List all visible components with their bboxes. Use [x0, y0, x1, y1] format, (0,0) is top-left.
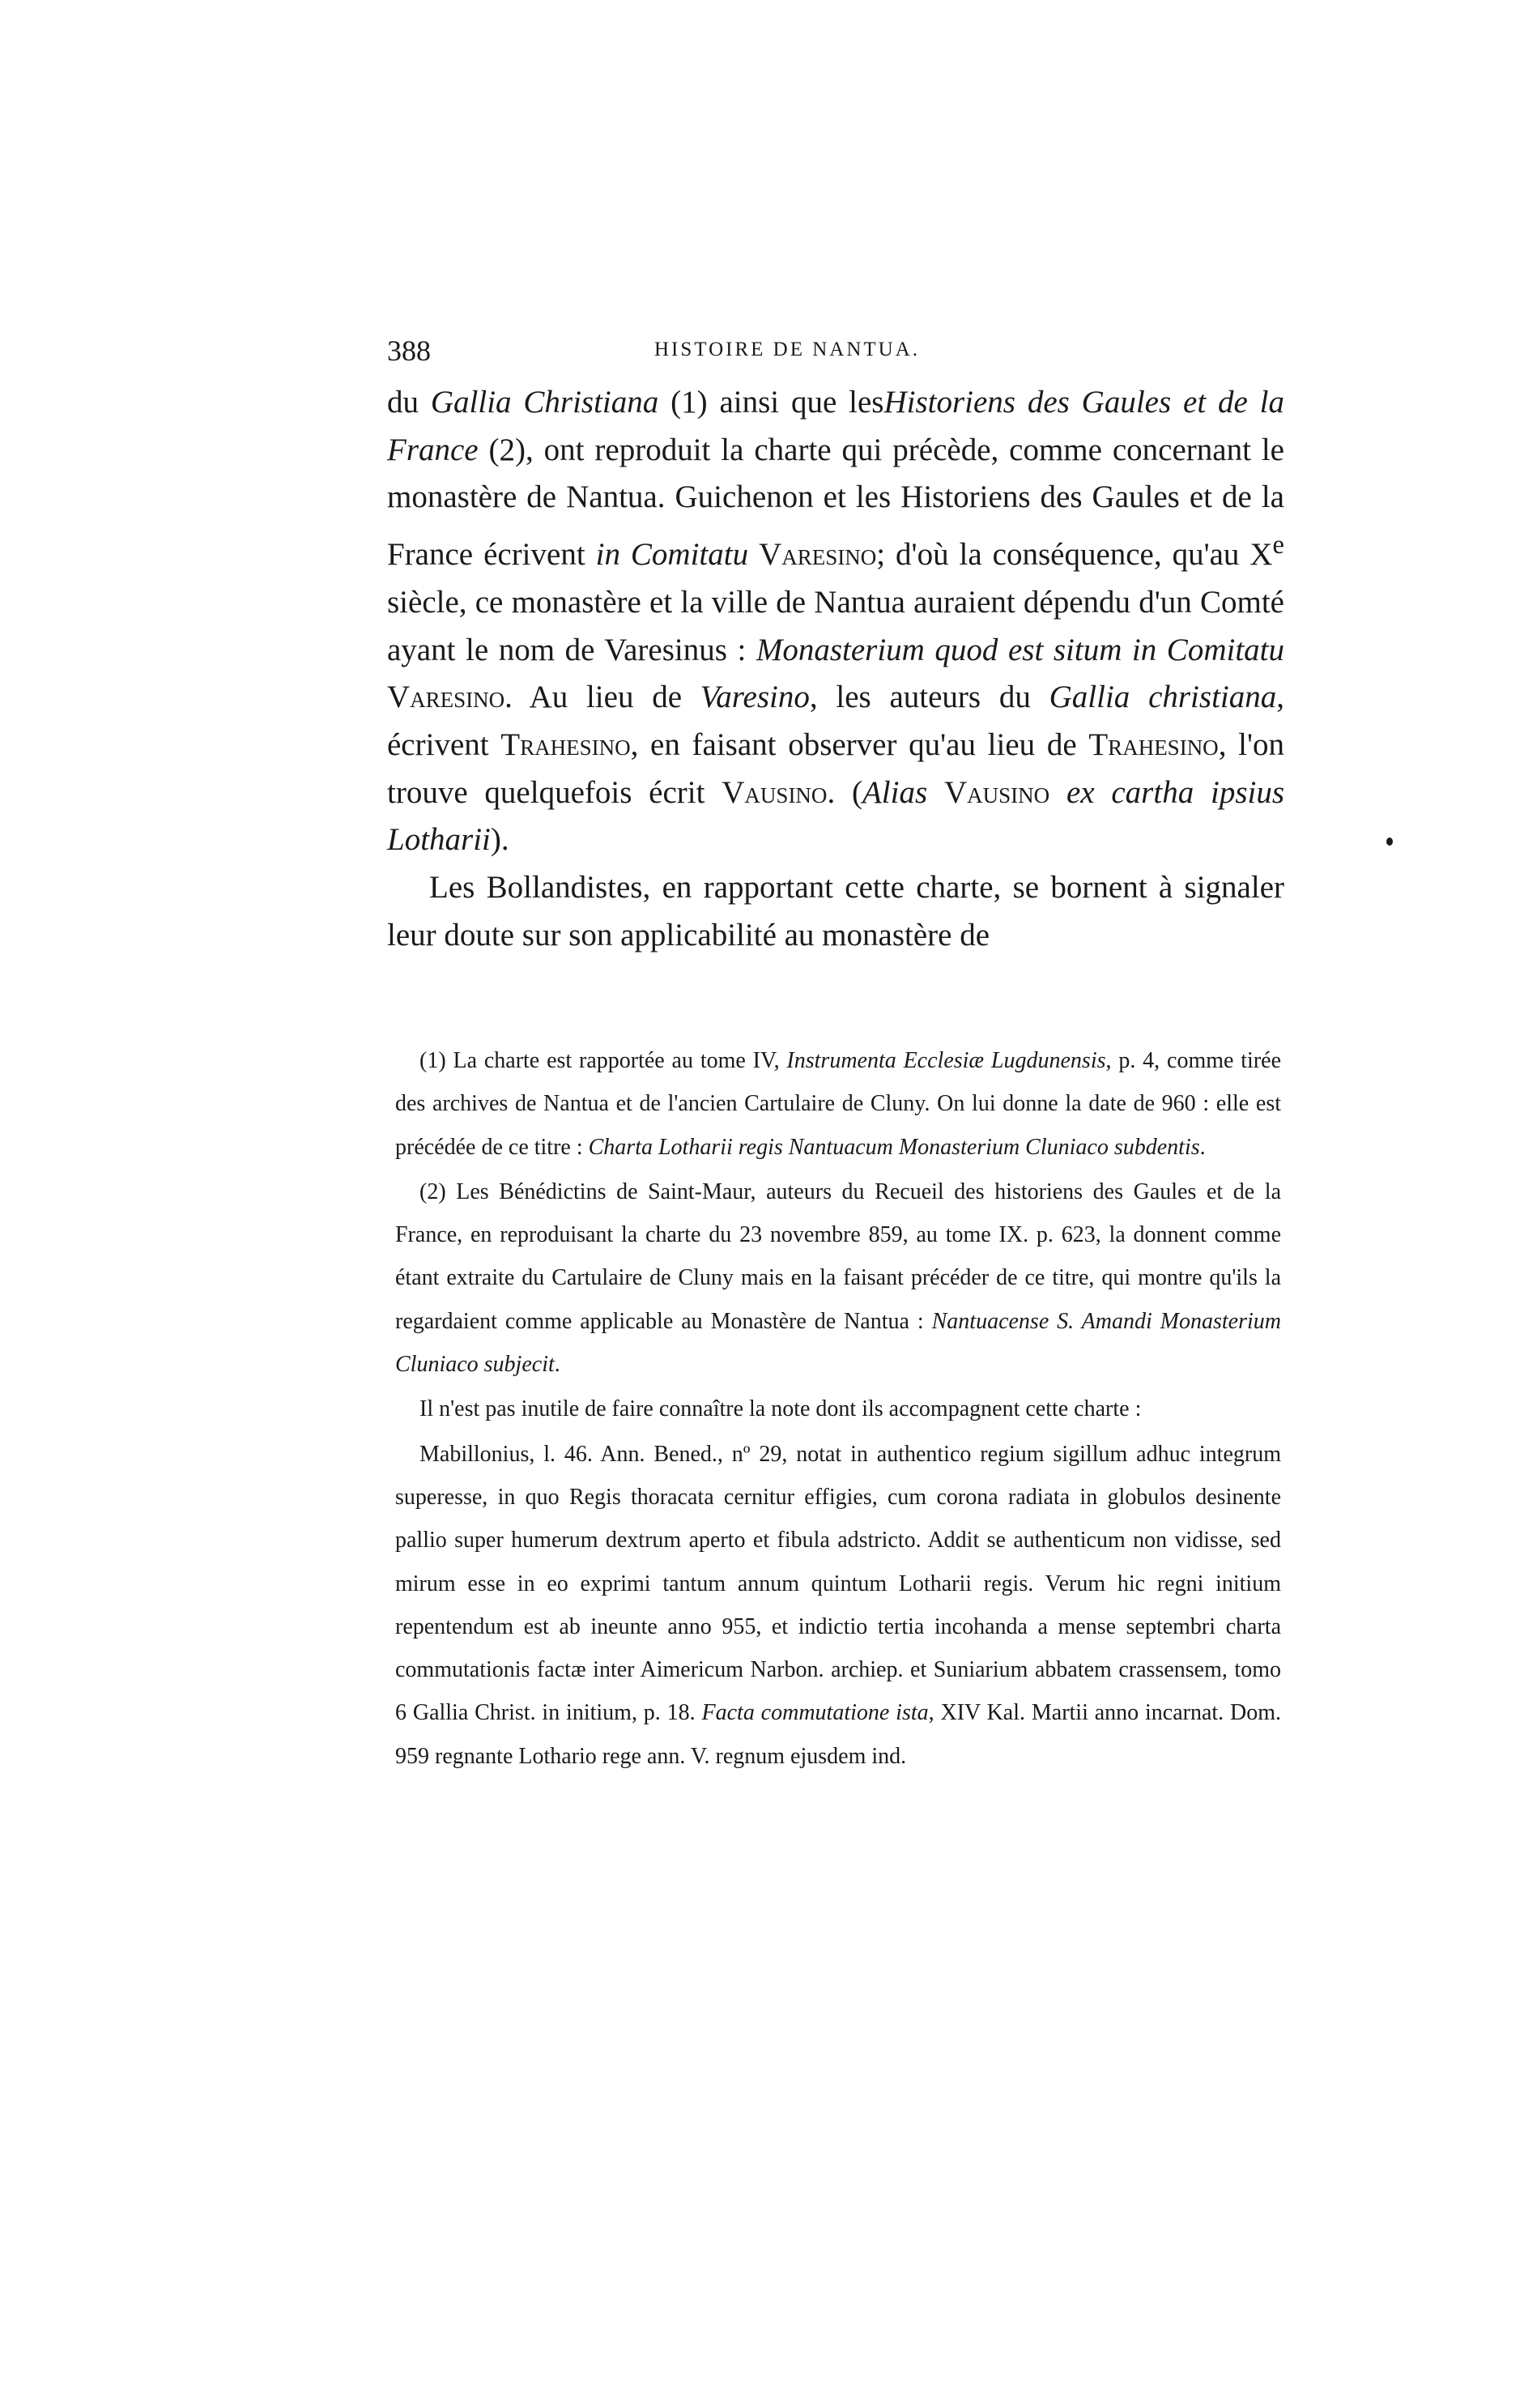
page-number: 388 — [387, 335, 431, 367]
italic-text: Varesino — [700, 680, 810, 715]
text: , XIV Kal. Martii anno incarnat. Dom. 959 regnante Lothario rege ann. V. regnum ejusdem ind. — [395, 1700, 1281, 1769]
margin-mark — [1386, 837, 1393, 846]
italic-text: Facta commutatione ista — [701, 1700, 929, 1726]
italic-text: Historiens des Gaules et de la France — [387, 385, 1285, 467]
text: . ( — [827, 774, 862, 810]
italic-text: Nantuacense S. Amandi Monasterium Cluniaco subjecit — [395, 1308, 1281, 1378]
text — [927, 775, 944, 810]
text: ; d'où la conséquence, qu'au X — [876, 537, 1273, 573]
italic-text: in Comitatu — [595, 537, 749, 573]
italic-text: Alias — [862, 774, 928, 810]
text: . — [554, 1352, 560, 1378]
italic-text: Charta Lotharii regis Nantuacum Monasterium Cluniaco subdentis — [588, 1134, 1200, 1160]
text: du — [387, 385, 431, 420]
text — [748, 537, 759, 572]
text: , l'on trouve quelquefois écrit — [387, 727, 1284, 810]
footnote-note-intro: Il n'est pas inutile de faire connaître la note dont ils accompagnent cette charte : — [419, 1396, 1142, 1422]
text: , en faisant observer qu'au lieu de — [630, 727, 1089, 762]
text: . Au lieu de — [504, 680, 700, 715]
text: ). — [490, 822, 509, 858]
italic-text: Monasterium quod est situm in Comitatu — [756, 632, 1284, 667]
text: Mabillonius, l. 46. Ann. Bened., nº 29, notat in authentico regium sigillum adhuc integrum superesse, in quo Regis thoracata cernitur effigies, cum corona radiata in globulos desinente pallio super humerum dextrum aperto et fibula adstricto. Addit se authenticum non vidisse, sed mirum esse in eo exprimi tantum annum quintum Lotharii regis. Verum hic regni initium repentendum est ab ineunte anno 955, et indictio tertia incohanda a mense septembri charta commutationis factæ inter Aimericum Narbon. archiep. et Suniarium abbatem crassensem, tomo 6 Gallia Christ. in initium, p. 18. — [395, 1441, 1281, 1726]
text: (2), ont reproduit la charte qui précède, comme concernant le monastère de Nantua. Guichenon et les Historiens des Gaules et de la France écrivent — [387, 432, 1284, 573]
italic-text: Instrumenta Ecclesiæ Lugdunensis — [786, 1048, 1106, 1073]
text — [1049, 775, 1066, 810]
running-title: HISTOIRE DE NANTUA. — [654, 339, 921, 360]
footnotes — [395, 1039, 1281, 1778]
small-caps-text: Varesino — [759, 537, 877, 573]
italic-text: Gallia Christiana — [430, 385, 659, 420]
italic-text: Gallia christiana — [1049, 680, 1277, 715]
text: , les auteurs du — [809, 680, 1049, 715]
footnote-2 — [395, 1170, 1281, 1386]
small-caps-text: Vausino — [943, 774, 1050, 810]
text: siècle, ce monastère et la ville de Nantua auraient dépendu d'un Comté ayant le nom de Varesinus : — [387, 584, 1284, 667]
text: , p. 4, comme tirée des archives de Nantua et de l'ancien Cartulaire de Cluny. On lui donne la date de 960 : elle est précédée de ce titre : — [395, 1048, 1282, 1160]
text: , écrivent — [387, 680, 1284, 762]
paragraph-1 — [387, 379, 1284, 864]
text: (1) La charte est rapportée au tome IV, — [419, 1048, 787, 1073]
text: (2) Les Bénédictins de Saint-Maur, auteurs du Recueil des historiens des Gaules et de la France, en reproduisant la charte du 23 novembre 859, au tome IX. p. 623, la donnent comme étant extraite du Cartulaire de Cluny mais en la faisant précéder de ce titre, qui montre qu'ils la regardaient comme applicable au Monastère de Nantua : — [395, 1178, 1281, 1334]
small-caps-text: Trahesino — [1088, 727, 1219, 762]
text: . — [1199, 1134, 1206, 1160]
main-text — [387, 379, 1284, 959]
italic-text: ex cartha ipsius Lotharii — [387, 774, 1285, 858]
small-caps-text: Vausino — [722, 774, 828, 810]
footnote-latin-quote — [395, 1433, 1281, 1778]
page-header — [387, 334, 1284, 374]
text: (1) ainsi que les — [658, 385, 884, 420]
small-caps-text: Varesino — [387, 680, 505, 715]
superscript: e — [1272, 531, 1284, 560]
footnote-1 — [395, 1039, 1281, 1169]
small-caps-text: Trahesino — [500, 727, 631, 762]
paragraph-2: Les Bollandistes, en rapportant cette charte, se bornent à signaler leur doute sur son applicabilité au monastère de — [387, 870, 1284, 953]
